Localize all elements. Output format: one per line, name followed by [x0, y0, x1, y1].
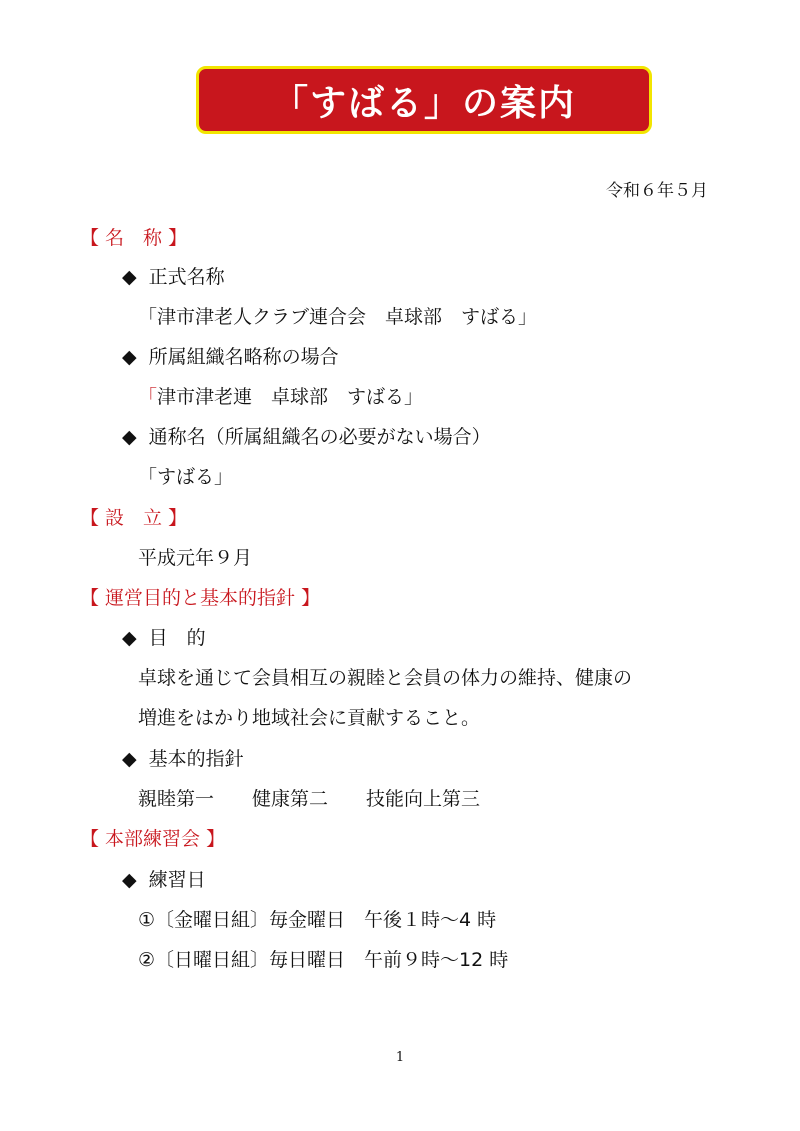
abbreviated-name-open-bracket: 「 — [138, 386, 158, 408]
aim-line-1: 卓球を通じて会員相互の親睦と会員の体力の維持、健康の — [138, 667, 633, 689]
heading-purpose: 【 運営目的と基本的指針 】 — [80, 587, 321, 609]
practice-days-label: ◆ 練習日 — [122, 868, 206, 892]
common-name-value: 「すばる」 — [138, 466, 234, 488]
heading-practice: 【 本部練習会 】 — [80, 828, 226, 850]
aim-label: ◆ 目 的 — [122, 626, 206, 650]
document-date: 令和６年５月 — [606, 181, 708, 201]
abbreviated-name-value: 「津市津老連 卓球部 すばる」 — [138, 386, 424, 408]
practice-sunday: ②〔日曜日組〕毎日曜日 午前９時～12 時 — [138, 949, 509, 971]
practice-friday: ①〔金曜日組〕毎金曜日 午後１時～4 時 — [138, 909, 497, 931]
heading-name: 【 名 称 】 — [80, 227, 188, 249]
policy-label: ◆ 基本的指針 — [122, 747, 244, 771]
abbreviated-name-label: ◆ 所属組織名略称の場合 — [122, 345, 339, 369]
policy-value: 親睦第一 健康第二 技能向上第三 — [138, 788, 481, 810]
common-name-label: ◆ 通称名（所属組織名の必要がない場合） — [122, 425, 491, 449]
page-title: 「すばる」の案内 — [271, 82, 576, 124]
heading-established: 【 設 立 】 — [80, 507, 188, 529]
title-banner — [196, 66, 652, 134]
page-number: 1 — [395, 1050, 405, 1065]
official-name-value: 「津市津老人クラブ連合会 卓球部 すばる」 — [138, 306, 538, 328]
established-value: 平成元年９月 — [138, 547, 253, 569]
official-name-label: ◆ 正式名称 — [122, 265, 225, 289]
aim-line-2: 増進をはかり地域社会に貢献すること。 — [138, 707, 481, 729]
